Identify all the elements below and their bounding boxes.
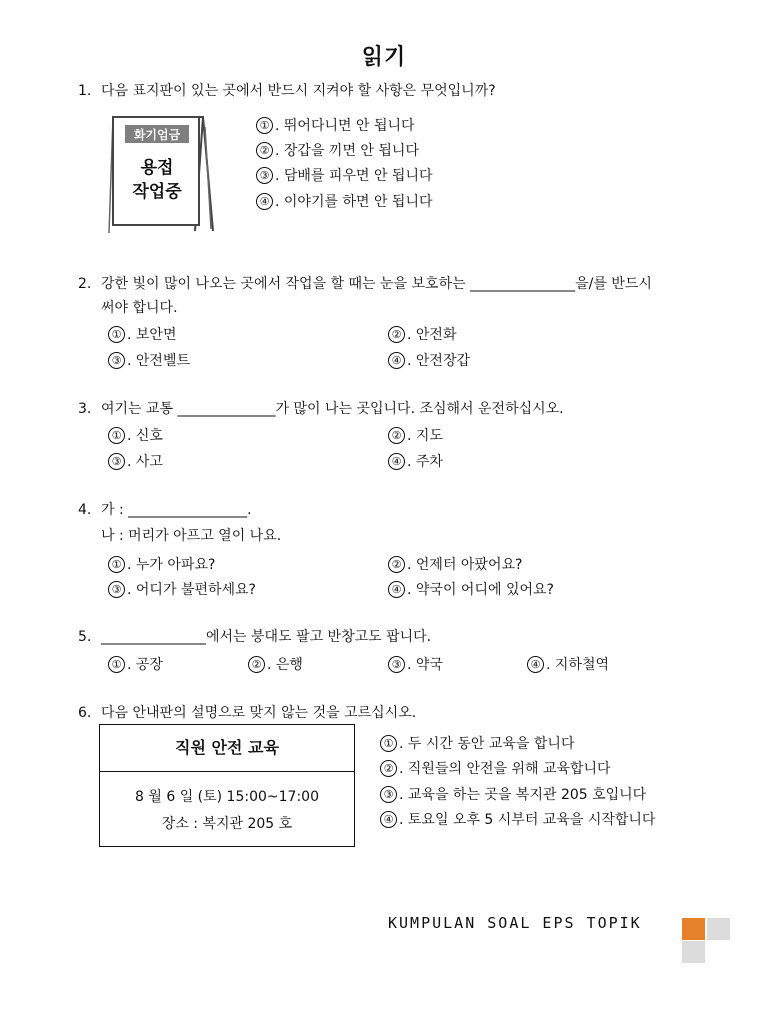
option-text: . 지도 <box>407 428 443 444</box>
sign-line2: 작업중 <box>132 182 182 202</box>
question-text: 가 : _________________. <box>101 502 252 518</box>
q1-option-1[interactable] <box>256 116 415 136</box>
q3-option-4[interactable] <box>388 452 443 472</box>
sign-top-text: 화기엄금 <box>133 128 181 142</box>
notice-place: 장소 : 복지관 205 호 <box>161 816 293 832</box>
option-marker: ④ <box>527 656 544 673</box>
question-3 <box>78 397 728 421</box>
option-marker: ④ <box>380 811 397 828</box>
q3-option-2[interactable] <box>388 426 443 446</box>
welding-sign-illustration <box>107 113 217 235</box>
question-number: 4. <box>78 502 92 518</box>
q4-option-3[interactable] <box>108 580 256 600</box>
option-marker: ③ <box>256 167 273 184</box>
option-marker: ③ <box>108 352 125 369</box>
q2-option-3[interactable] <box>108 351 190 371</box>
option-text: . 교육을 하는 곳을 복지관 205 호입니다 <box>399 787 647 803</box>
option-marker: ④ <box>256 193 273 210</box>
option-marker: ① <box>256 117 273 134</box>
option-text: . 보안면 <box>127 327 177 343</box>
page-title: 읽기 <box>361 45 407 70</box>
q3-option-1[interactable] <box>108 426 163 446</box>
option-marker: ② <box>388 326 405 343</box>
question-number: 3. <box>78 401 92 417</box>
option-marker: ④ <box>388 581 405 598</box>
option-marker: ② <box>256 142 273 159</box>
option-marker: ③ <box>380 786 397 803</box>
q2-option-4[interactable] <box>388 351 470 371</box>
option-text: . 직원들의 안전을 위해 교육합니다 <box>399 761 611 777</box>
question-text: 다음 표지판이 있는 곳에서 반드시 지켜야 할 사항은 무엇입니까? <box>101 83 496 99</box>
option-text: . 누가 아파요? <box>127 557 216 573</box>
option-marker: ① <box>380 735 397 752</box>
option-text: . 약국이 어디에 있어요? <box>407 582 554 598</box>
option-text: . 이야기를 하면 안 됩니다 <box>275 194 433 210</box>
q4-option-2[interactable] <box>388 555 522 575</box>
option-text: . 안전장갑 <box>407 353 470 369</box>
option-text: . 토요일 오후 5 시부터 교육을 시작합니다 <box>399 812 656 828</box>
question-text: _______________에서는 붕대도 팔고 반창고도 팝니다. <box>101 629 432 645</box>
option-text: . 공장 <box>127 657 163 673</box>
option-text: . 안전화 <box>407 327 457 343</box>
question-number: 1. <box>78 83 92 99</box>
q6-option-3[interactable] <box>380 785 646 805</box>
question-text-line2: 써야 합니다. <box>101 300 178 316</box>
question-text: 강한 빛이 많이 나오는 곳에서 작업을 할 때는 눈을 보호하는 _______________을/를 반드시 <box>101 276 652 292</box>
q4-option-4[interactable] <box>388 580 554 600</box>
q5-option-1[interactable] <box>108 655 163 675</box>
option-marker: ① <box>108 556 125 573</box>
option-text: . 약국 <box>407 657 443 673</box>
option-text: . 사고 <box>127 454 163 470</box>
notice-date: 8 월 6 일 (토) 15:00~17:00 <box>135 789 319 805</box>
option-marker: ④ <box>388 352 405 369</box>
question-text-line2: 나 : 머리가 아프고 열이 나요. <box>101 528 282 544</box>
q4-option-1[interactable] <box>108 555 215 575</box>
question-4 <box>78 498 728 548</box>
q5-option-3[interactable] <box>388 655 443 675</box>
question-text: 다음 안내판의 설명으로 맞지 않는 것을 고르십시오. <box>101 705 417 721</box>
option-marker: ④ <box>388 453 405 470</box>
question-number: 2. <box>78 276 92 292</box>
question-text: 여기는 교통 ______________가 많이 나는 곳입니다. 조심해서 운전하십시오. <box>101 401 564 417</box>
q6-option-2[interactable] <box>380 759 611 779</box>
q5-option-2[interactable] <box>248 655 303 675</box>
option-marker: ① <box>108 326 125 343</box>
option-marker: ② <box>380 760 397 777</box>
option-marker: ③ <box>108 453 125 470</box>
q2-option-2[interactable] <box>388 325 456 345</box>
accent-square-gray-bottom <box>682 941 705 963</box>
option-text: . 지하철역 <box>546 657 609 673</box>
question-1 <box>78 79 728 103</box>
q3-option-3[interactable] <box>108 452 163 472</box>
option-text: . 뛰어다니면 안 됩니다 <box>275 118 415 134</box>
q5-option-4[interactable] <box>527 655 609 675</box>
option-marker: ③ <box>108 581 125 598</box>
option-text: . 담배를 피우면 안 됩니다 <box>275 168 433 184</box>
q2-option-1[interactable] <box>108 325 176 345</box>
option-text: . 신호 <box>127 428 163 444</box>
sign-line1: 용접 <box>140 158 174 178</box>
option-text: . 안전벨트 <box>127 353 190 369</box>
accent-square-orange <box>682 918 705 940</box>
option-marker: ② <box>388 427 405 444</box>
option-marker: ② <box>248 656 265 673</box>
question-6 <box>78 701 728 725</box>
notice-board <box>99 724 355 847</box>
option-text: . 은행 <box>267 657 303 673</box>
q6-option-1[interactable] <box>380 734 574 754</box>
option-marker: ② <box>388 556 405 573</box>
option-text: . 두 시간 동안 교육을 합니다 <box>399 736 575 752</box>
question-2 <box>78 272 728 320</box>
option-marker: ① <box>108 656 125 673</box>
option-marker: ① <box>108 427 125 444</box>
q1-option-3[interactable] <box>256 166 433 186</box>
option-text: . 주차 <box>407 454 443 470</box>
q1-option-4[interactable] <box>256 192 433 212</box>
question-number: 6. <box>78 705 92 721</box>
q1-option-2[interactable] <box>256 141 419 161</box>
question-number: 5. <box>78 629 92 645</box>
q6-option-4[interactable] <box>380 810 655 830</box>
option-text: . 언제터 아팠어요? <box>407 557 523 573</box>
option-text: . 장갑을 끼면 안 됩니다 <box>275 143 419 159</box>
accent-square-gray-right <box>707 918 730 940</box>
option-text: . 어디가 불편하세요? <box>127 582 256 598</box>
notice-title: 직원 안전 교육 <box>100 725 354 772</box>
question-5 <box>78 625 728 649</box>
option-marker: ③ <box>388 656 405 673</box>
footer-title: KUMPULAN SOAL EPS TOPIK <box>388 914 642 932</box>
